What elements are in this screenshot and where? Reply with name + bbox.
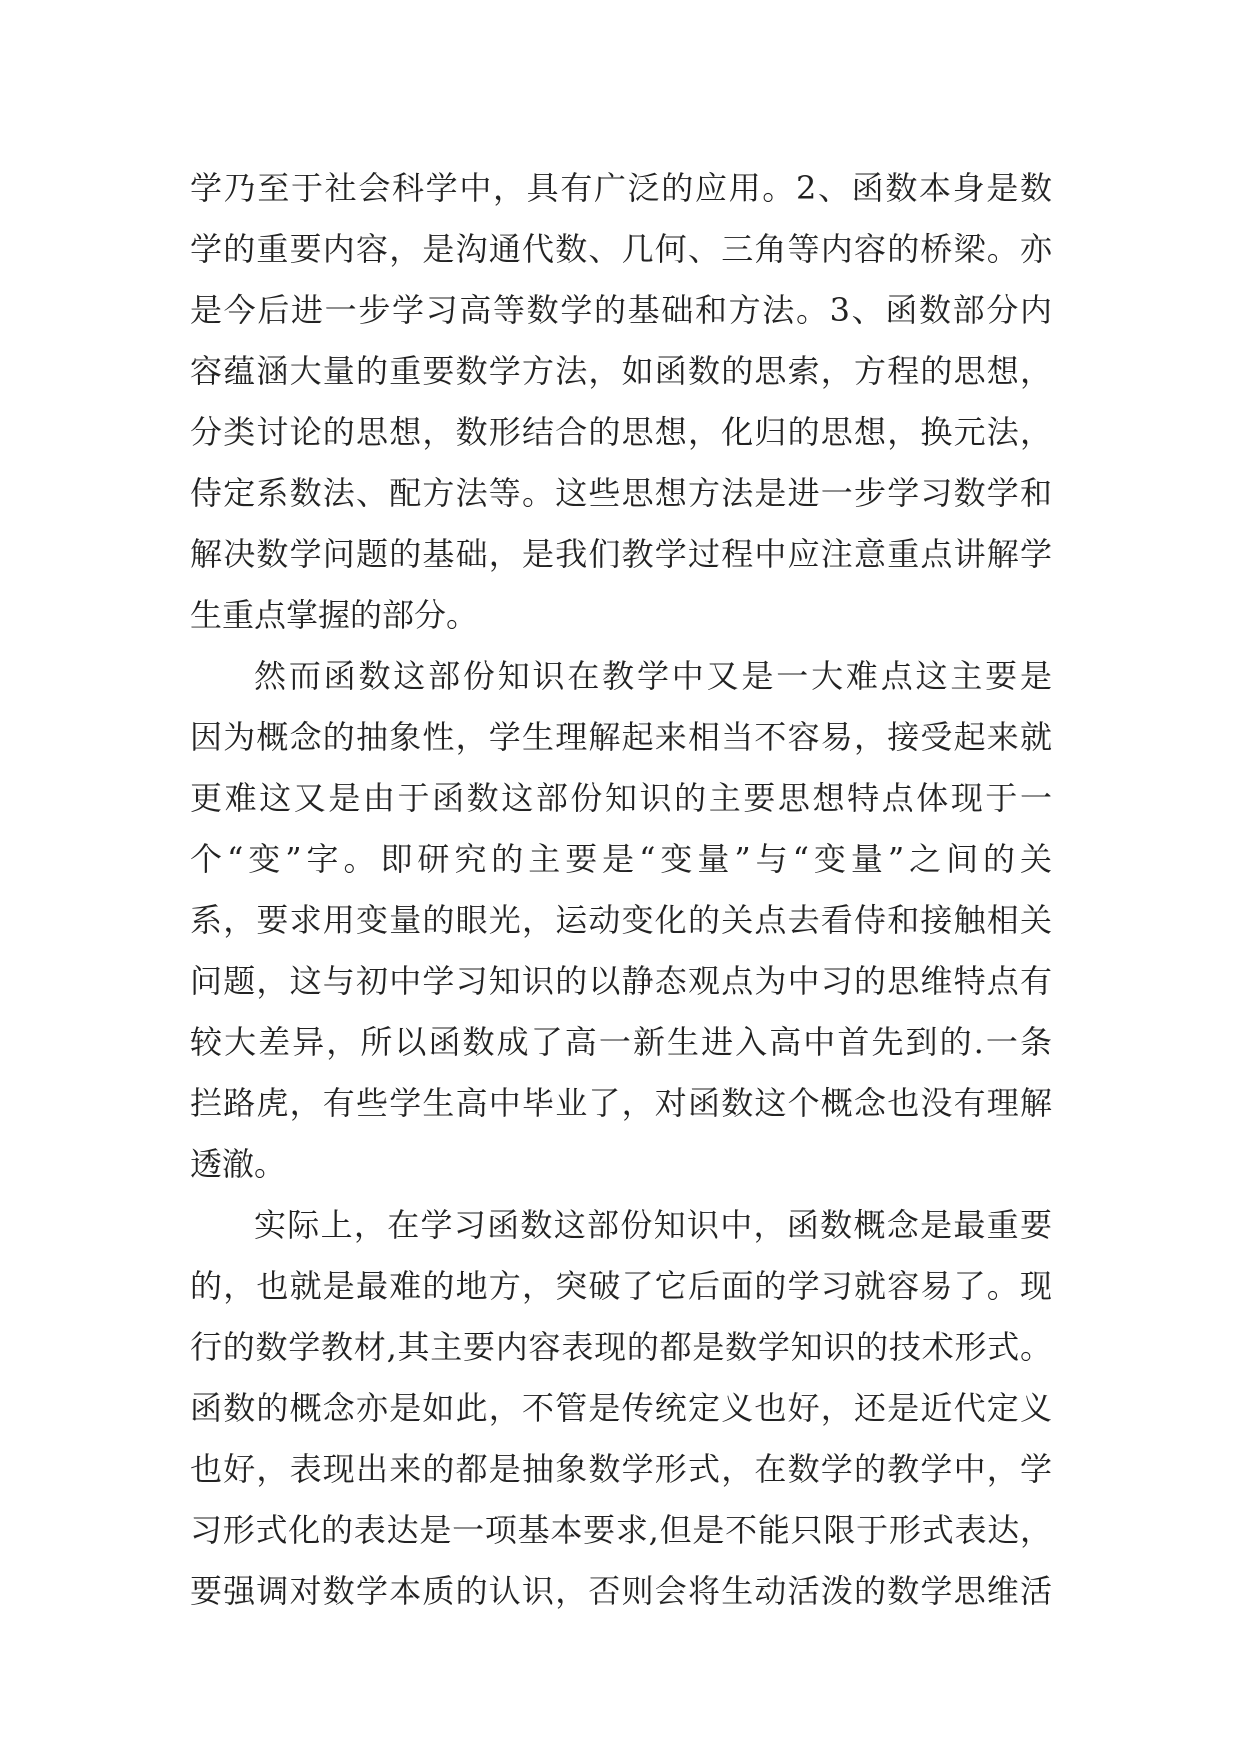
text-line: 习形式化的表达是一项基本要求,但是不能只限于形式表达， <box>190 1511 1052 1549</box>
paragraph-2 <box>190 646 1052 1195</box>
text-line: 因为概念的抽象性，学生理解起来相当不容易，接受起来就 <box>190 718 1052 756</box>
text-line: 生重点掌握的部分。 <box>190 596 479 634</box>
text-line: 然而函数这部份知识在教学中又是一大难点这主要是 <box>254 657 1052 695</box>
text-line: 更难这又是由于函数这部份知识的主要思想特点体现于一 <box>190 779 1052 817</box>
document-body <box>190 158 1052 1622</box>
paragraph-3 <box>190 1195 1052 1622</box>
text-line: 较大差异，所以函数成了高一新生进入高中首先到的.一条 <box>190 1023 1052 1061</box>
text-line: 实际上，在学习函数这部份知识中，函数概念是最重要 <box>254 1206 1052 1244</box>
paragraph-1 <box>190 158 1052 646</box>
text-line: 的，也就是最难的地方，突破了它后面的学习就容易了。现 <box>190 1267 1052 1305</box>
text-line: 解决数学问题的基础，是我们教学过程中应注意重点讲解学 <box>190 535 1052 573</box>
text-line: 函数的概念亦是如此，不管是传统定义也好，还是近代定义 <box>190 1389 1052 1427</box>
text-line: 行的数学教材,其主要内容表现的都是数学知识的技术形式。 <box>190 1328 1052 1366</box>
text-line: 容蕴涵大量的重要数学方法，如函数的思索，方程的思想， <box>190 352 1052 390</box>
text-line: 是今后进一步学习高等数学的基础和方法。3、函数部分内 <box>190 291 1052 329</box>
text-line: 学乃至于社会科学中，具有广泛的应用。2、函数本身是数 <box>190 169 1052 207</box>
text-line: 问题，这与初中学习知识的以静态观点为中习的思维特点有 <box>190 962 1052 1000</box>
text-line: 系，要求用变量的眼光，运动变化的关点去看侍和接触相关 <box>190 901 1052 939</box>
text-line: 个“变”字。即研究的主要是“变量”与“变量”之间的关 <box>190 840 1052 878</box>
text-line: 学的重要内容，是沟通代数、几何、三角等内容的桥梁。亦 <box>190 230 1052 268</box>
text-line: 分类讨论的思想，数形结合的思想，化归的思想，换元法， <box>190 413 1052 451</box>
text-line: 也好，表现出来的都是抽象数学形式，在数学的教学中，学 <box>190 1450 1052 1488</box>
text-line: 侍定系数法、配方法等。这些思想方法是进一步学习数学和 <box>190 474 1052 512</box>
text-line: 拦路虎，有些学生高中毕业了，对函数这个概念也没有理解 <box>190 1084 1052 1122</box>
text-line: 透澈。 <box>190 1145 287 1183</box>
text-line: 要强调对数学本质的认识，否则会将生动活泼的数学思维活 <box>190 1572 1052 1610</box>
